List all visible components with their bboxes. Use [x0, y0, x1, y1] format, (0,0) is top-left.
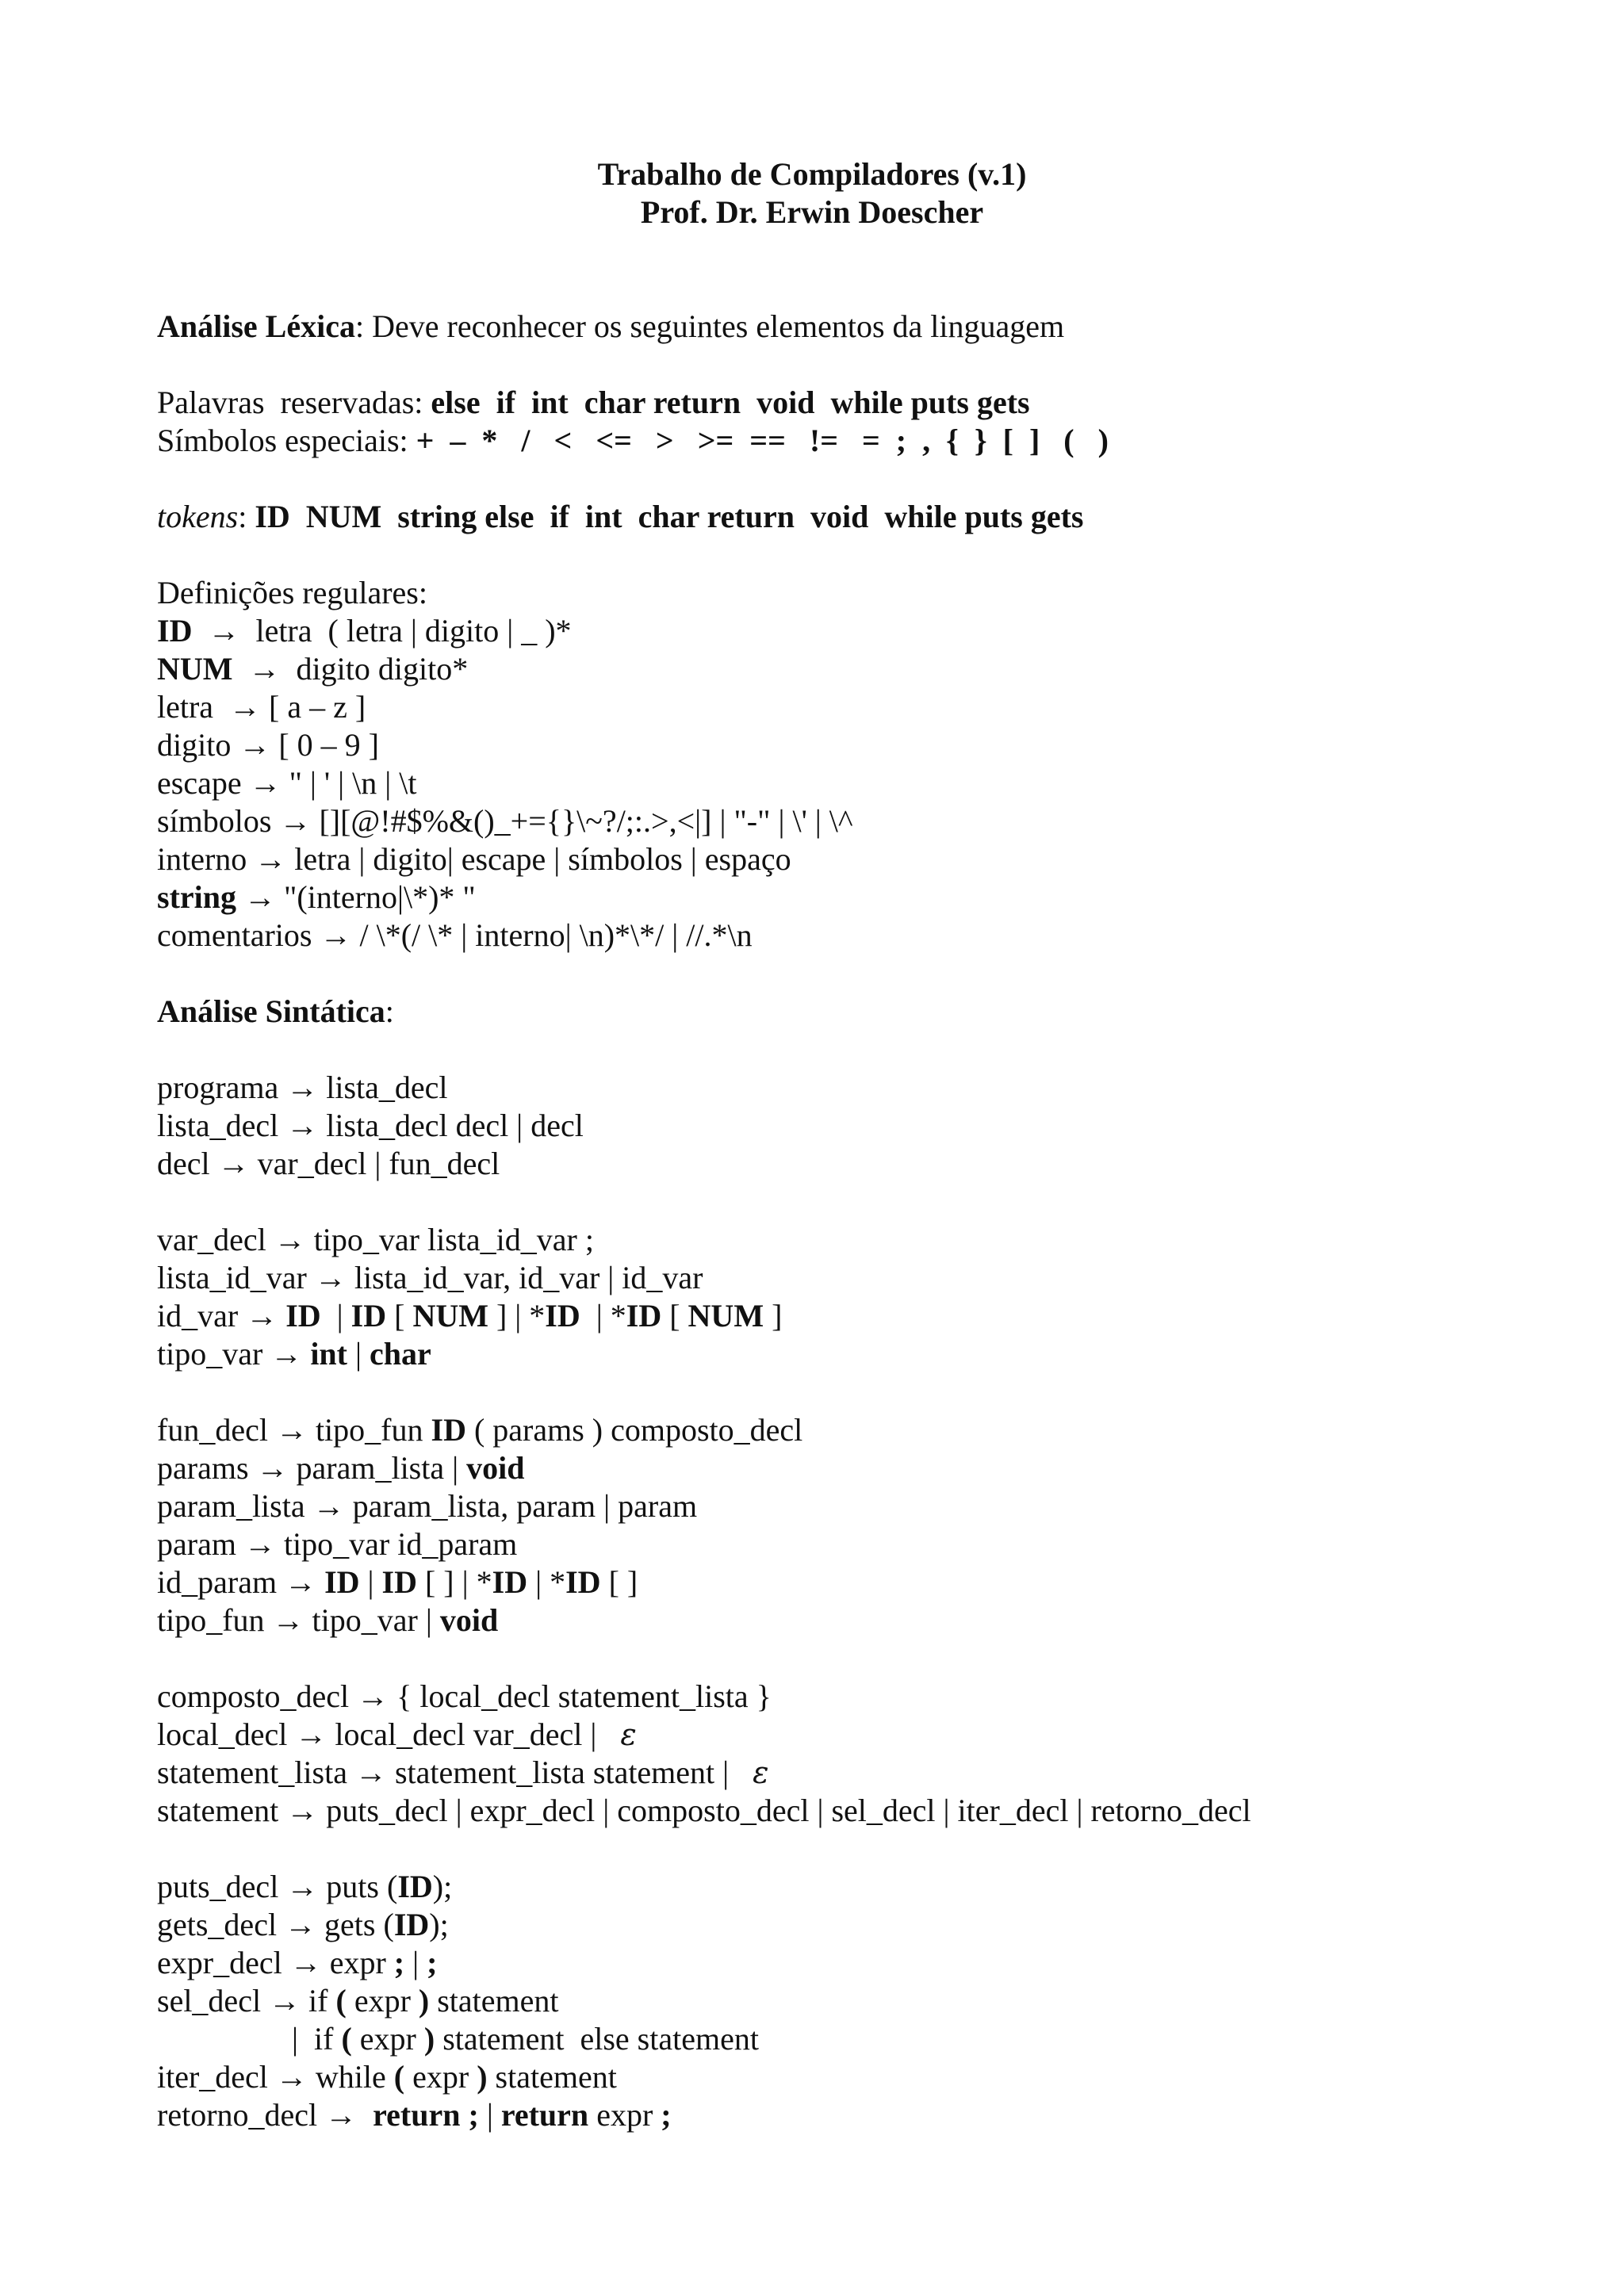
text-segment: retorno_decl →: [157, 2097, 373, 2133]
tokens-list: ID NUM string else if int char return void while puts gets: [255, 499, 1084, 534]
text-segment: expr: [346, 1983, 419, 2019]
text-segment: expr: [351, 2021, 424, 2057]
rule-retorno-decl: [157, 2096, 1505, 2134]
text-segment: local_decl → local_decl var_decl |: [157, 1716, 621, 1752]
regdef-num-name: NUM: [157, 651, 233, 687]
symbols: + – * / < <= > >= == != = ; , { } [ ] ( ): [416, 423, 1109, 458]
rule-iter-decl: [157, 2058, 1505, 2096]
regdef-num-rule: → digito digito*: [232, 651, 469, 687]
keyword: ID: [565, 1564, 601, 1600]
text-segment: |: [359, 1564, 382, 1600]
rule-lista-id-var: lista_id_var → lista_id_var, id_var | id_var: [157, 1260, 703, 1295]
rule-sel-decl-alt: [157, 2020, 1505, 2058]
regdefs-heading: Definições regulares:: [157, 575, 427, 610]
keyword: int: [310, 1336, 347, 1372]
spacer: [157, 536, 1505, 574]
lexical-heading-line: [157, 308, 1505, 346]
regdef-letra: letra → [ a – z ]: [157, 689, 366, 725]
text-segment: );: [429, 1907, 449, 1942]
rule-local-decl: [157, 1716, 1505, 1754]
text-segment: tipo_var →: [157, 1336, 311, 1372]
regdef-digito: digito → [ 0 – 9 ]: [157, 727, 379, 763]
reserved-words-line: [157, 384, 1505, 422]
tokens-label: tokens: [157, 499, 239, 534]
lexical-heading: Análise Léxica: [157, 308, 355, 344]
text-segment: statement: [429, 1983, 559, 2019]
keyword: (: [393, 2059, 405, 2095]
keyword: ID: [545, 1298, 580, 1334]
symbols-label: Símbolos especiais:: [157, 423, 416, 458]
text-segment: |: [412, 1945, 427, 1980]
text-segment: |: [347, 1336, 370, 1372]
spacer: [157, 1373, 1505, 1411]
spacer: [157, 460, 1505, 498]
regdef-interno: interno → letra | digito| escape | símbolos | espaço: [157, 841, 791, 877]
rule-decl: decl → var_decl | fun_decl: [157, 1146, 500, 1181]
keyword: NUM: [412, 1298, 488, 1334]
tokens-sep: :: [238, 499, 255, 534]
text-segment: [: [386, 1298, 413, 1334]
lexical-heading-rest: : Deve reconhecer os seguintes elementos da linguagem: [354, 308, 1065, 344]
text-segment: | *: [527, 1564, 566, 1600]
text-segment: params → param_lista |: [157, 1450, 467, 1486]
rule-statement: statement → puts_decl | expr_decl | composto_decl | sel_decl | iter_decl | retorno_decl: [157, 1793, 1251, 1828]
rule-gets-decl: [157, 1906, 1505, 1944]
keyword: ID: [381, 1564, 417, 1600]
rule-expr-decl: [157, 1944, 1505, 1982]
keyword: ): [418, 1983, 430, 2019]
text-segment: id_var →: [157, 1298, 286, 1334]
regdef-string-rule: → "(interno|\*)* ": [236, 879, 476, 915]
rule-param-lista: param_lista → param_lista, param | param: [157, 1488, 698, 1524]
text-segment: tipo_fun → tipo_var |: [157, 1602, 440, 1638]
keyword: void: [466, 1450, 525, 1486]
text-segment: iter_decl → while: [157, 2059, 394, 2095]
keyword: ID: [285, 1298, 321, 1334]
text-segment: ] | *: [488, 1298, 546, 1334]
text-segment: ( params ) composto_decl: [465, 1412, 803, 1448]
keyword: ): [423, 2021, 435, 2057]
text-segment: sel_decl → if: [157, 1983, 336, 2019]
rule-puts-decl: [157, 1868, 1505, 1906]
spacer: [157, 1830, 1505, 1868]
title-block: [0, 155, 1624, 232]
rule-id-var: [157, 1297, 1505, 1335]
syntax-heading: Análise Sintática: [157, 993, 385, 1029]
keyword: char: [370, 1336, 431, 1372]
rule-fun-decl: [157, 1411, 1505, 1449]
keyword: ): [477, 2059, 488, 2095]
keyword: ID: [431, 1412, 466, 1448]
spacer: [157, 1031, 1505, 1069]
epsilon-symbol: ε: [753, 1755, 769, 1790]
tokens-line: [157, 498, 1505, 536]
rule-id-param: [157, 1563, 1505, 1601]
text-segment: [: [661, 1298, 688, 1334]
keyword: ;: [427, 1945, 438, 1980]
text-segment: );: [432, 1869, 453, 1904]
rule-params: [157, 1449, 1505, 1487]
regdef-simbolos: símbolos → [][@!#$%&()_+={}\~?/;:.>,<|] | "-" | \' | \^: [157, 803, 853, 839]
regdef-id-rule: → letra ( letra | digito | _ )*: [192, 613, 572, 649]
syntax-heading-line: [157, 993, 1505, 1031]
text-segment: expr: [588, 2097, 661, 2133]
text-segment: statement else statement: [435, 2021, 759, 2057]
text-segment: statement_lista → statement_lista statement |: [157, 1755, 753, 1790]
document-title: Trabalho de Compiladores (v.1): [597, 156, 1027, 192]
rule-composto-decl: composto_decl → { local_decl statement_lista }: [157, 1678, 772, 1714]
text-segment: | if: [157, 2021, 342, 2057]
keyword: ID: [350, 1298, 387, 1334]
keyword: void: [439, 1602, 499, 1638]
symbols-line: [157, 422, 1505, 460]
keyword: return: [500, 2097, 589, 2133]
regdef-comentarios: comentarios → / \*(/ \* | interno| \n)*\*/ | //.*\n: [157, 917, 753, 953]
reserved-label: Palavras reservadas:: [157, 385, 431, 420]
regdef-escape: escape → " | ' | \n | \t: [157, 765, 417, 801]
rule-statement-lista: [157, 1754, 1505, 1792]
document-body: [157, 308, 1505, 2134]
text-segment: |: [320, 1298, 351, 1334]
text-segment: expr: [404, 2059, 477, 2095]
document-author: Prof. Dr. Erwin Doescher: [640, 194, 984, 230]
epsilon-symbol: ε: [620, 1717, 637, 1752]
keyword: return ;: [373, 2097, 479, 2133]
rule-var-decl: var_decl → tipo_var lista_id_var ;: [157, 1222, 594, 1257]
keyword: ID: [393, 1907, 430, 1942]
keyword: ;: [661, 2097, 672, 2133]
rule-tipo-var: [157, 1335, 1505, 1373]
text-segment: [ ]: [600, 1564, 638, 1600]
keyword: ID: [324, 1564, 360, 1600]
spacer: [157, 955, 1505, 993]
keyword: (: [341, 2021, 352, 2057]
syntax-heading-colon: :: [385, 993, 394, 1029]
rule-sel-decl: [157, 1982, 1505, 2020]
regdef-num: [157, 650, 1505, 688]
text-segment: [ ] | *: [416, 1564, 492, 1600]
keyword: (: [335, 1983, 347, 2019]
regdef-id-name: ID: [157, 613, 193, 649]
rule-lista-decl: lista_decl → lista_decl decl | decl: [157, 1108, 584, 1143]
spacer: [157, 346, 1505, 384]
keyword: NUM: [688, 1298, 764, 1334]
rule-programa: programa → lista_decl: [157, 1070, 448, 1105]
regdef-string: [157, 878, 1505, 916]
regdef-string-name: string: [157, 879, 236, 915]
text-segment: |: [478, 2097, 501, 2133]
keyword: ID: [492, 1564, 528, 1600]
text-segment: id_param →: [157, 1564, 325, 1600]
text-segment: fun_decl → tipo_fun: [157, 1412, 431, 1448]
spacer: [157, 1640, 1505, 1678]
text-segment: gets_decl → gets (: [157, 1907, 394, 1942]
keyword: ID: [397, 1869, 433, 1904]
text-segment: | *: [580, 1298, 626, 1334]
text-segment: statement: [487, 2059, 617, 2095]
keyword: ;: [393, 1945, 413, 1980]
reserved-words: else if int char return void while puts gets: [431, 385, 1030, 420]
text-segment: expr_decl → expr: [157, 1945, 394, 1980]
spacer: [157, 1183, 1505, 1221]
keyword: ID: [626, 1298, 662, 1334]
text-segment: puts_decl → puts (: [157, 1869, 398, 1904]
rule-param: param → tipo_var id_param: [157, 1526, 518, 1562]
regdef-id: [157, 612, 1505, 650]
text-segment: ]: [764, 1298, 783, 1334]
rule-tipo-fun: [157, 1601, 1505, 1640]
